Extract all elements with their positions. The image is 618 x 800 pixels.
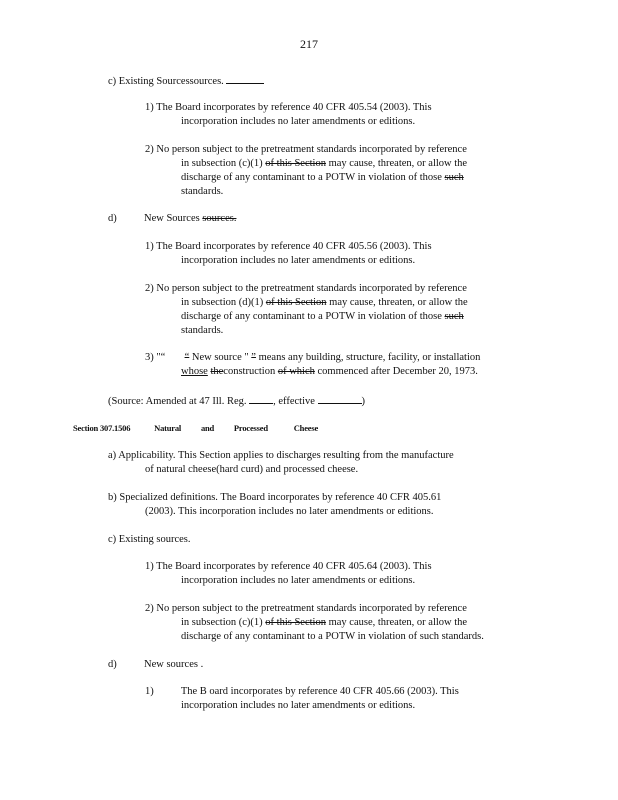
blank-line [226, 74, 264, 84]
paragraph-line: discharge of any contaminant to a POTW in violation of those such [181, 172, 464, 183]
paragraph-line: 2) No person subject to the pretreatment standards incorporated by reference [145, 144, 467, 155]
paragraph-line: incorporation includes no later amendments or editions. [181, 700, 416, 711]
paragraph-line: discharge of any contaminant to a POTW in violation of such standards. [181, 631, 484, 642]
subsection-label: c) Existing [108, 76, 154, 87]
paragraph-c1-2 [145, 560, 432, 588]
paragraph-line: of natural cheese(hard curd) and processed cheese. [145, 464, 359, 475]
paragraph-line: 1) The Board incorporates by reference 40 CFR 405.64 (2003). This [145, 561, 432, 572]
inserted-text: whose [181, 366, 208, 377]
subsection-title: Sourcessources. [156, 76, 224, 87]
paragraph-line: whose theconstruction of which commenced after December 20, 1973. [181, 366, 478, 377]
paragraph-line: standards. [181, 325, 224, 336]
paragraph-line: 2) No person subject to the pretreatment standards incorporated by reference [145, 603, 467, 614]
deleted-text: of which [277, 366, 315, 377]
paragraph-d2 [145, 282, 468, 338]
paragraph-line: incorporation includes no later amendments or editions. [181, 575, 416, 586]
section-heading: Section 307.1506 Natural and Processed Cheese [73, 423, 319, 433]
blank-line [249, 394, 273, 404]
subsection-c-existing-heading-2: c) Existing sources. [108, 534, 191, 545]
deleted-text: such [444, 311, 464, 322]
paragraph-line: discharge of any contaminant to a POTW in violation of those such [181, 311, 464, 322]
paragraph-line: in subsection (c)(1) of this Section may cause, threaten, or allow the [181, 158, 468, 169]
paragraph-line: 2) No person subject to the pretreatment standards incorporated by reference [145, 283, 467, 294]
paragraph-line: 1) The B oard incorporates by reference 40 CFR 405.66 (2003). This [145, 686, 459, 697]
subsection-title: New Sources [144, 213, 200, 224]
deleted-text: “ [184, 352, 190, 363]
deleted-text: of this Section [265, 158, 326, 169]
blank-line [318, 394, 362, 404]
paragraph-line: standards. [181, 186, 224, 197]
paragraph-definitions [108, 491, 441, 519]
deleted-text: such [444, 172, 464, 183]
paragraph-applicability [108, 449, 454, 477]
paragraph-line: 3) "“ “ New source " ” means any building, structure, facility, or installation [145, 352, 481, 363]
paragraph-line: 1) The Board incorporates by reference 40 CFR 405.54 (2003). This [145, 102, 432, 113]
paragraph-line: 1) The Board incorporates by reference 40 CFR 405.56 (2003). This [145, 241, 432, 252]
paragraph-line: incorporation includes no later amendments or editions. [181, 255, 416, 266]
subsection-d-new-heading [108, 212, 236, 226]
deleted-text: of this Section [265, 297, 327, 308]
page-number: 217 [300, 37, 318, 51]
paragraph-d1-2 [145, 685, 459, 713]
subsection-d-new-heading-2: d) New sources . [108, 659, 204, 670]
subsection-label: d) [108, 213, 117, 224]
source-note: (Source: Amended at 47 Ill. Reg. , effective ) [108, 396, 366, 407]
deleted-text: of this Section [265, 617, 326, 628]
paragraph-c1 [145, 101, 432, 129]
paragraph-line: a) Applicability. This Section applies to discharges resulting from the manufacture [108, 450, 454, 461]
paragraph-d1 [145, 240, 432, 268]
paragraph-c2 [145, 143, 467, 199]
deleted-text: sources. [202, 213, 237, 224]
paragraph-d3 [145, 351, 480, 379]
paragraph-line: (2003). This incorporation includes no later amendments or editions. [145, 506, 434, 517]
paragraph-line: incorporation includes no later amendments or editions. [181, 116, 416, 127]
paragraph-line: in subsection (d)(1) of this Section may cause, threaten, or allow the [181, 297, 468, 308]
deleted-text: ” [251, 352, 256, 363]
paragraph-c2-2 [145, 602, 484, 644]
paragraph-line: in subsection (c)(1) of this Section may cause, threaten, or allow the [181, 617, 468, 628]
subsection-c-existing-heading [108, 74, 264, 89]
deleted-text: the [210, 366, 224, 377]
paragraph-line: b) Specialized definitions. The Board incorporates by reference 40 CFR 405.61 [108, 492, 442, 503]
